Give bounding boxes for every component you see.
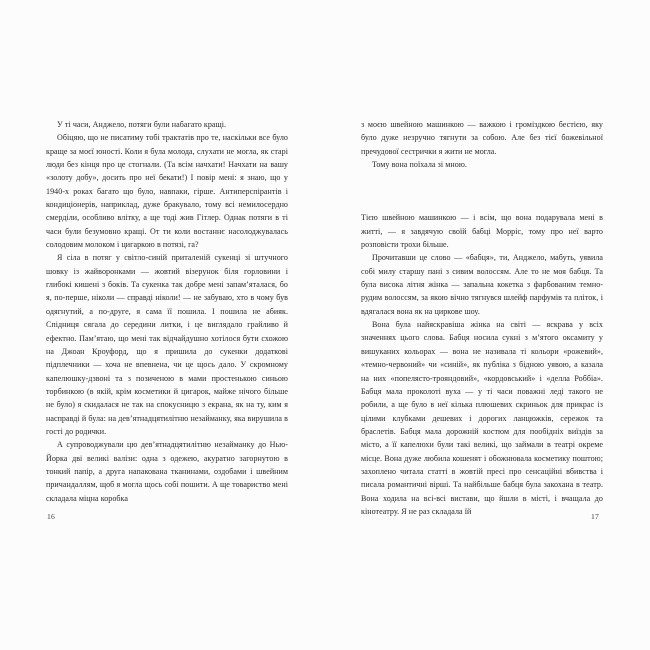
paragraph: Прочитавши це слово — «бабця», ти, Анджело, мабуть, уявила собі милу старшу пані з сивим волоссям. Але то не моя бабця. Та була висока літня жінка — запальна кокетка з фарбованим темно-рудим волоссям, за якою вічно тягнувся шлейф парфумів та пліток, і вдягалася вона як на циркове шоу. (361, 253, 603, 316)
paragraph: Я сіла в потяг у світло-синій приталеній сукенці зі штучного шовку із жайворонками — жовтий візерунок біля горловини і глибокі кишені з боків. Та сукенка так добре мені запам’яталася, бо я, по-перше, ніколи — справді ніколи! — не забуваю, хто в чому був одягнутий, а по-друге, я сама її пошила. І пошила не абияк. Спідниця сягала до середини литки, і це виглядало грайливо й ефектно. Пам’ятаю, що мені так відчайдушно хотілося бути схожою на Джоан Кроуфорд, що я пришила до сукенки додаткові підплечники — хоча не впевнена, чи це щось дало. У скромному капелюшку-дзвоні та з позиченою в мами простенькою синьою торбинкою (в якій, крім косметики й цигарок, майже нічого більше не було) я скидалася не так на спокусницю з екрана, як на ту, ким я насправді й була: на дев’ятнадцятилітню незайманку, яка вирушила в гості до родички. (46, 253, 288, 436)
left-page (46, 118, 288, 538)
paragraph: Вона була найяскравіша жінка на світі — яскрава у всіх значеннях цього слова. Бабця носила сукні з м’ятого оксамиту у вишуканих кольорах — вона не називала ті кольори «рожевий», «темно-червоний» чи «синій», як публіка з бідною уявою, а казала на них «попелясто-трояндовий», «кордовський» і «делла Роббіа». Бабця мала проколоті вуха — у ті часи поважні леді такого не робили, а ще було в неї кілька плюшевих скриньок для прикрас із цілими клубками дешевих і дорогих ланцюжків, сережок та браслетів. Бабця мала дорожній костюм для пообідніх виїздів за місто, а її капелюхи були такі великі, що займали в театрі окреме місце. Вона дуже любила кошенят і обожнювала косметику поштою; захоплено читала статті в жовтій пресі про сенсаційні вбивства і писала романтичні вірші. Та найбільше бабця була закохана в театр. Вона ходила на всі-всі вистави, що йшли в місті, і вчащала до кінотеатру. Я не раз складала їй (361, 320, 603, 516)
paragraph: Тією швейною машинкою — і всім, що вона подарувала мені в житті, — я завдячую своїй бабці Морріс, тому про неї варто розповісти трохи більше. (361, 213, 603, 250)
paragraph: з моєю швейною машинкою — важкою і громіздкою бестією, яку було дуже незручно тягнути за собою. Але без тієї божевільної пречудової сестрички я жити не могла. (361, 120, 603, 156)
left-page-text-column (46, 118, 288, 505)
paragraph: У ті часи, Анджело, потяги були набагато кращі. (57, 120, 227, 129)
right-page-text-column (361, 118, 603, 518)
section-break (361, 171, 603, 211)
paragraph: Тому вона поїхала зі мною. (372, 160, 467, 170)
right-page (361, 118, 603, 538)
page-number-left: 16 (47, 512, 55, 521)
paragraph: Обіцяю, що не писатиму тобі трактатів про те, наскільки все було краще за моєї юності. Коли я була молода, слухати не могла, як старі люди без кінця про це стогнали. (Та всім начхати! Начхати на вашу «золоту добу», досить про неї бекати!) І повір мені: я знаю, що у 1940-х роках багато що було, навпаки, гірше. Антиперспірантів і кондиціонерів, наприклад, дуже бракувало, тому всі немилосердно смерділи, особливо влітку, а ще тоді жив Гітлер. Однак потяги в ті часи були безумовно кращі. От ти коли востаннє насолоджувалась солодовим молоком і цигаркою в потязі, га? (46, 133, 288, 250)
page-number-right: 17 (591, 512, 599, 521)
paragraph: А супроводжували цю дев’ятнадцятилітню незайманку до Нью-Йорка дві великі валізи: одна з одежею, акуратно загорнутою в тонкий папір, а друга напакована тканинами, оздобами і швейним причандаллям, щоб я могла щось собі пошити. А ще товариство мені складала міцна коробка (46, 440, 288, 503)
